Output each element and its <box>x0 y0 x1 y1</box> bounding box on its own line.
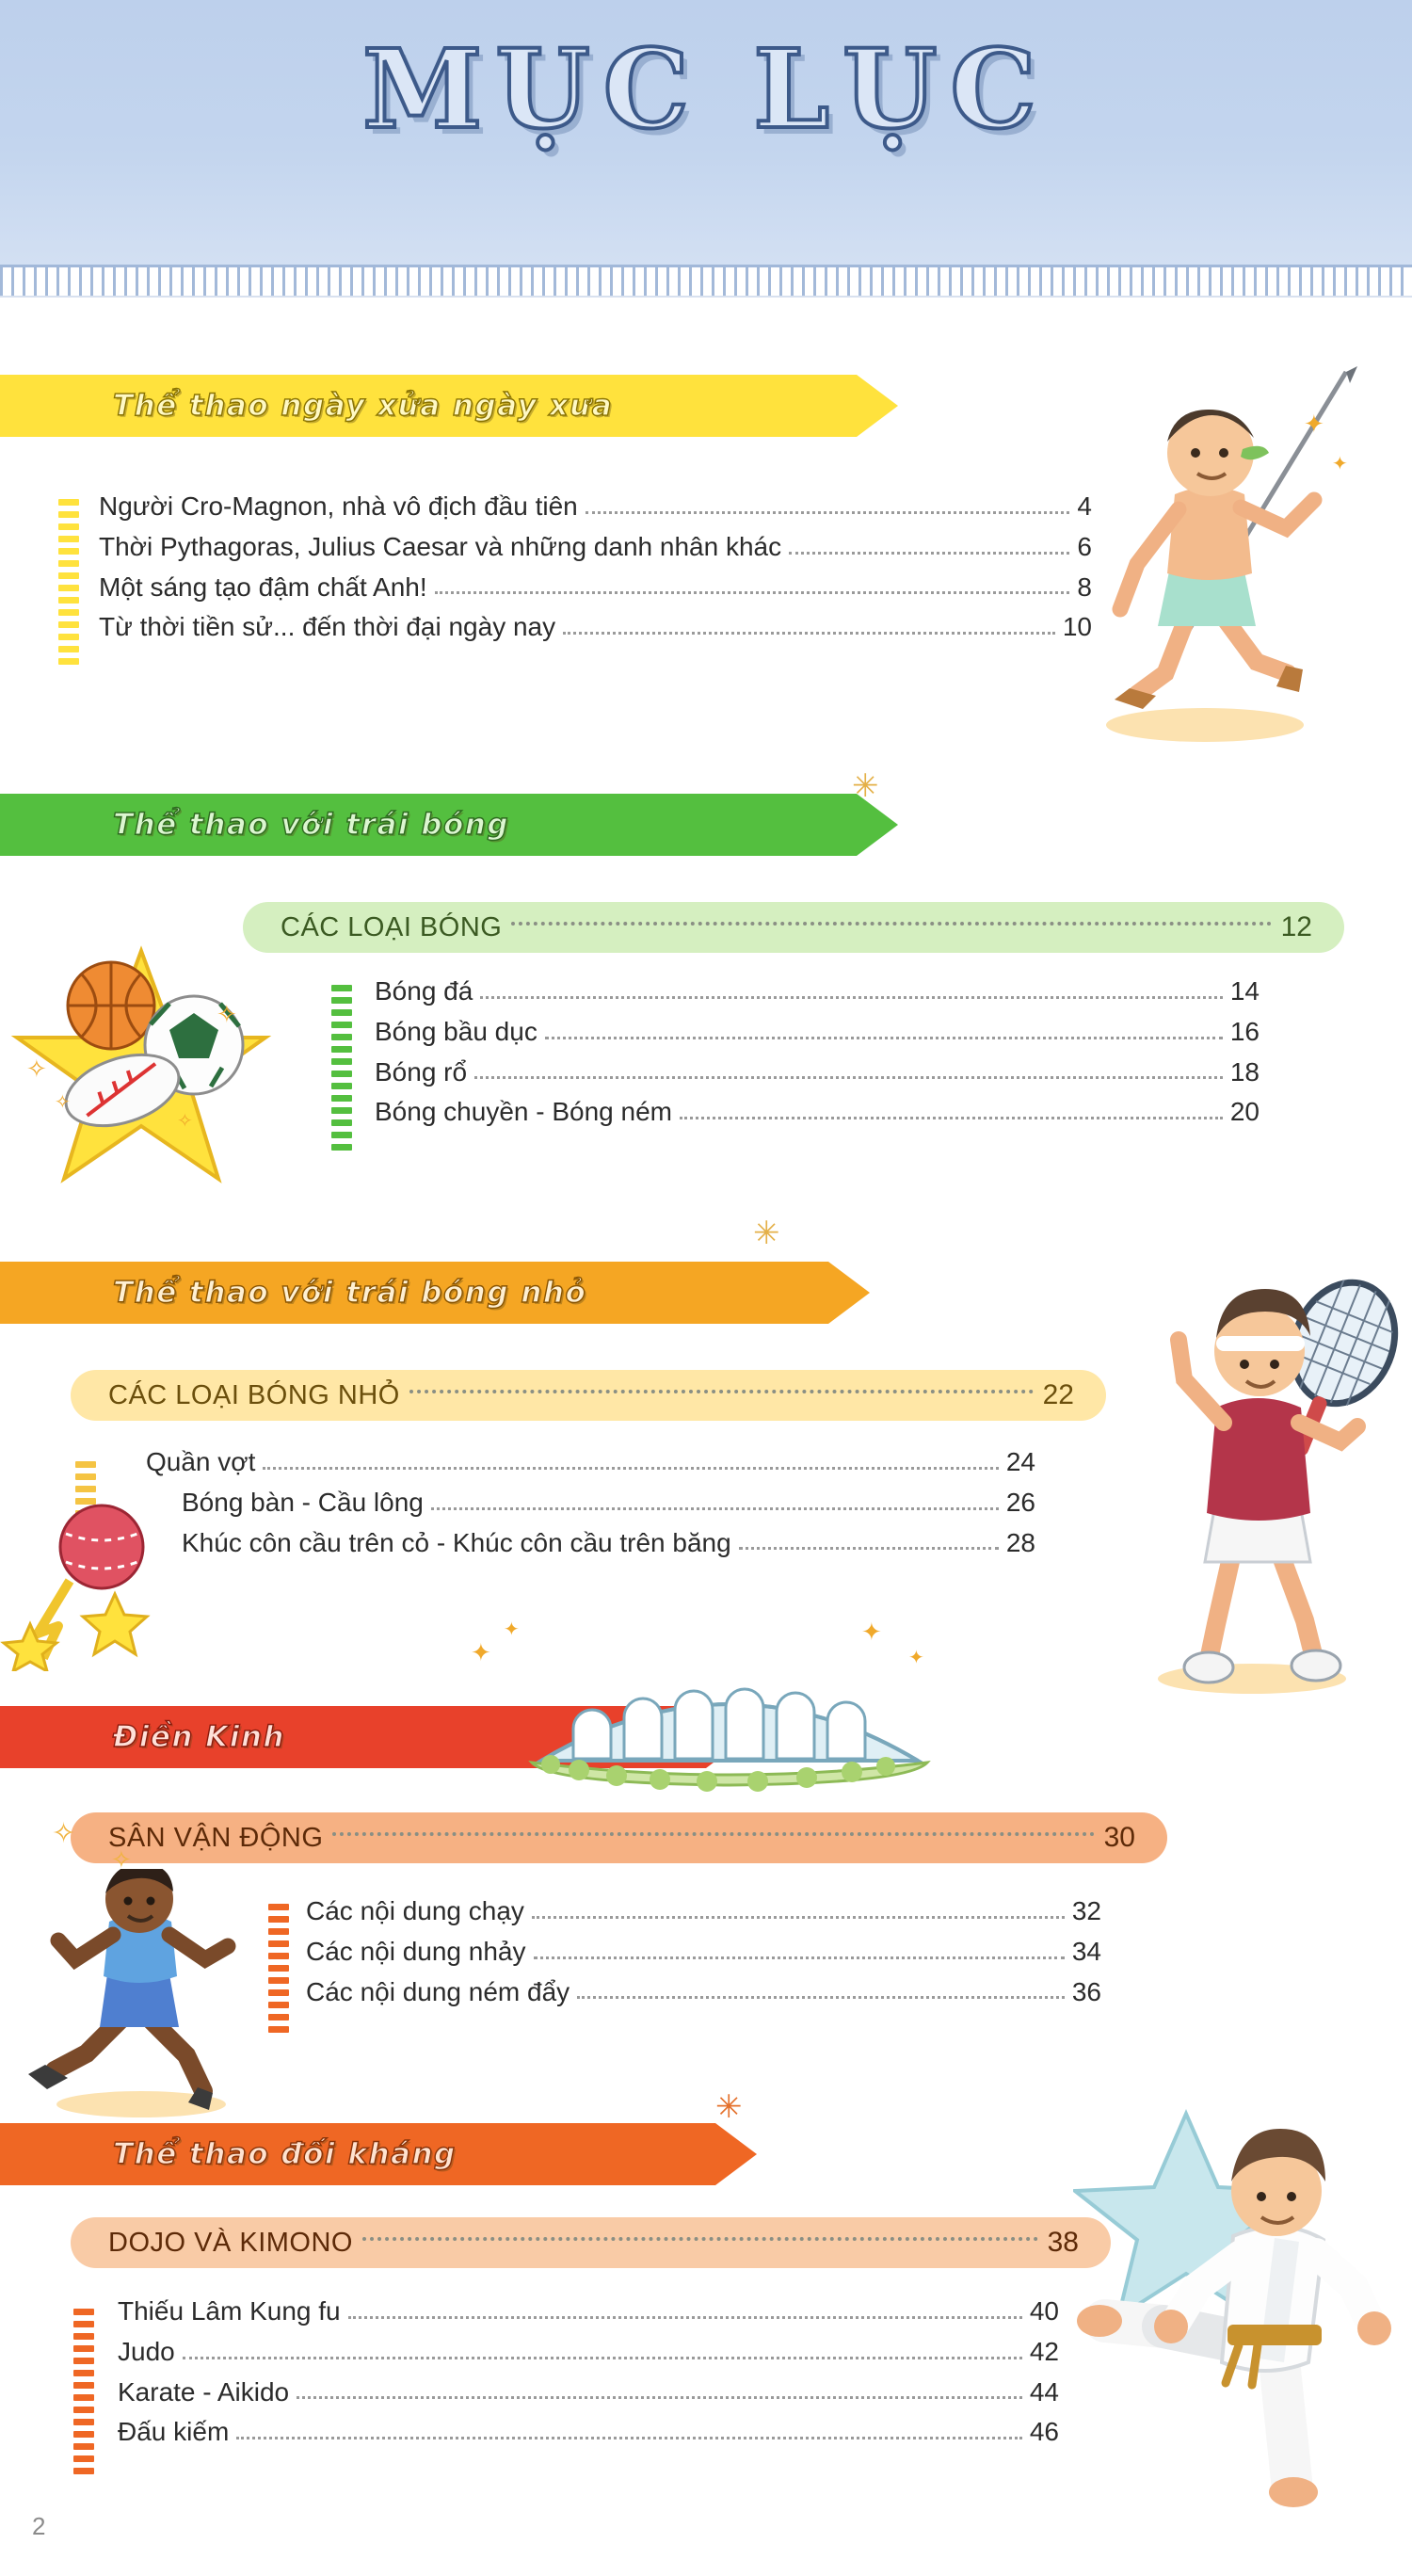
toc-entry-label: Từ thời tiền sử... đến thời đại ngày nay <box>99 612 556 642</box>
toc-entry-page: 46 <box>1029 2417 1059 2447</box>
leader-dots <box>348 2315 1022 2319</box>
toc-entry[interactable] <box>306 1938 1101 1967</box>
leader-dots <box>435 590 1070 594</box>
toc-entry[interactable] <box>118 2418 1059 2447</box>
sparkle-decoration: ✳ <box>852 768 879 804</box>
toc-entry-page: 28 <box>1005 1527 1035 1557</box>
runner-illustration <box>9 1869 273 2123</box>
section-banner-label: Thể thao với trái bóng <box>113 808 510 842</box>
toc-entries-small-ball-sports <box>146 1448 1035 1569</box>
toc-entries-combat-sports <box>118 2297 1059 2458</box>
leader-dots <box>532 1915 1065 1919</box>
toc-entry-label: Bóng rổ <box>375 1056 468 1087</box>
toc-entry-page: 32 <box>1071 1896 1101 1925</box>
toc-entry-page: 42 <box>1029 2336 1059 2366</box>
stadium-illustration: ✦ ✦ ✦ ✦ <box>475 1601 984 1798</box>
leader-dots <box>297 2395 1022 2399</box>
section-banner-label: Điền Kinh <box>113 1720 286 1754</box>
pill-label: SÂN VẬN ĐỘNG <box>108 1822 324 1853</box>
toc-entry-page: 8 <box>1077 572 1092 602</box>
section-banner-ball-sports <box>0 794 857 856</box>
toc-entry-page: 10 <box>1062 612 1092 642</box>
toc-entry[interactable] <box>182 1529 1035 1558</box>
toc-entry[interactable] <box>375 977 1260 1006</box>
toc-entry-page: 24 <box>1005 1447 1035 1476</box>
leader-dots <box>183 2356 1022 2359</box>
toc-entry-page: 6 <box>1077 531 1092 561</box>
subheading-pill-cac-loai-bong-nho[interactable] <box>71 1370 1106 1421</box>
page-header <box>0 0 1412 268</box>
toc-entry[interactable] <box>146 1448 1035 1477</box>
section-banner-sport-old-days <box>0 375 857 437</box>
page-number: 2 <box>32 2512 46 2540</box>
toc-entry-page: 26 <box>1005 1487 1035 1517</box>
pill-page: 12 <box>1280 911 1312 942</box>
toc-entry-label: Thiếu Lâm Kung fu <box>118 2296 341 2326</box>
leader-dots <box>409 1389 1034 1393</box>
toc-entries-sport-old-days <box>99 492 1092 653</box>
subheading-pill-cac-loai-bong[interactable] <box>243 902 1344 953</box>
section-banner-label: Thể thao ngày xửa ngày xưa <box>113 389 614 423</box>
leader-dots <box>545 1036 1223 1039</box>
pill-label: CÁC LOẠI BÓNG <box>281 911 503 942</box>
pill-page: 38 <box>1047 2227 1079 2258</box>
toc-entry[interactable] <box>99 613 1092 642</box>
tennis-player-illustration <box>1111 1238 1412 1709</box>
toc-entry-label: Các nội dung nhảy <box>306 1936 526 1966</box>
toc-entry[interactable] <box>375 1018 1260 1047</box>
toc-entry-page: 18 <box>1229 1056 1260 1087</box>
leader-dots <box>480 995 1223 999</box>
toc-entry[interactable] <box>375 1098 1260 1127</box>
toc-entry-label: Bóng bầu dục <box>375 1016 538 1046</box>
leader-dots <box>362 2236 1038 2241</box>
toc-entry[interactable] <box>118 2338 1059 2367</box>
toc-entry[interactable] <box>99 573 1092 603</box>
leader-dots <box>563 631 1055 635</box>
toc-entry-page: 14 <box>1229 976 1260 1006</box>
leader-dots <box>789 551 1069 555</box>
toc-entry-page: 44 <box>1029 2376 1059 2407</box>
toc-entry-page: 20 <box>1229 1097 1260 1127</box>
leader-dots <box>577 1995 1065 1999</box>
toc-entry[interactable] <box>118 2378 1059 2407</box>
leader-dots <box>534 1956 1065 1959</box>
toc-entry[interactable] <box>118 2297 1059 2326</box>
toc-entry[interactable] <box>182 1489 1035 1518</box>
balls-and-star-illustration: ✧ ✧ ✧ ✧ <box>0 932 301 1224</box>
toc-entry-page: 4 <box>1077 491 1092 521</box>
toc-entry-label: Karate - Aikido <box>118 2376 290 2407</box>
toc-entry[interactable] <box>99 492 1092 522</box>
sparkle-decoration: ✳ <box>753 1216 780 1251</box>
toc-entry[interactable] <box>375 1058 1260 1087</box>
subheading-pill-san-van-dong[interactable] <box>71 1812 1167 1863</box>
leader-dots <box>263 1466 998 1470</box>
leader-dots <box>236 2436 1022 2439</box>
javelin-thrower-illustration: ✦ ✦ <box>1064 362 1374 758</box>
sparkle-decoration: ✳ <box>715 2089 743 2125</box>
leader-dots <box>431 1506 999 1510</box>
leader-dots <box>511 921 1271 926</box>
section-banner-small-ball-sports <box>0 1262 828 1324</box>
cricket-ball-illustration <box>0 1483 188 1671</box>
karate-kid-illustration <box>1073 2085 1412 2519</box>
toc-entry[interactable] <box>306 1978 1101 2007</box>
entry-ticks-1 <box>58 499 79 670</box>
toc-entry-label: Các nội dung ném đẩy <box>306 1976 570 2006</box>
leader-dots <box>586 510 1070 514</box>
toc-entry-label: Bóng đá <box>375 976 473 1006</box>
toc-entry-label: Bóng bàn - Cầu lông <box>182 1487 424 1517</box>
toc-entries-ball-sports <box>375 977 1260 1138</box>
toc-entry-page: 34 <box>1071 1936 1101 1966</box>
toc-entry[interactable] <box>99 533 1092 562</box>
section-banner-label: Thể thao với trái bóng nhỏ <box>113 1276 587 1310</box>
section-banner-combat-sports <box>0 2123 715 2185</box>
pill-page: 22 <box>1042 1379 1074 1410</box>
sparkle-decoration: ✧ <box>52 1818 76 1849</box>
leader-dots <box>680 1116 1223 1119</box>
toc-entry-label: Quần vợt <box>146 1447 256 1476</box>
pill-label: DOJO VÀ KIMONO <box>108 2227 353 2258</box>
toc-entry-label: Khúc côn cầu trên cỏ - Khúc côn cầu trên băng <box>182 1527 731 1557</box>
toc-entry-label: Một sáng tạo đậm chất Anh! <box>99 572 427 602</box>
toc-entry-label: Bóng chuyền - Bóng ném <box>375 1097 672 1127</box>
leader-dots <box>332 1831 1094 1836</box>
page-title: MỤC LỤC <box>362 26 1050 153</box>
toc-entry-page: 36 <box>1071 1976 1101 2006</box>
toc-entry-label: Đấu kiếm <box>118 2417 230 2447</box>
entry-ticks-5 <box>73 2309 94 2480</box>
toc-entry-label: Các nội dung chạy <box>306 1896 524 1925</box>
leader-dots <box>474 1075 1223 1079</box>
entry-ticks-2 <box>331 985 352 1156</box>
toc-entries-athletics <box>306 1897 1101 2018</box>
sparkle-decoration: ✧ <box>111 1845 132 1874</box>
toc-entry[interactable] <box>306 1897 1101 1926</box>
toc-entry-label: Người Cro-Magnon, nhà vô địch đầu tiên <box>99 491 578 521</box>
toc-entry-label: Thời Pythagoras, Julius Caesar và những danh nhân khác <box>99 531 782 561</box>
pill-label: CÁC LOẠI BÓNG NHỎ <box>108 1379 400 1410</box>
section-banner-label: Thể thao đối kháng <box>113 2137 457 2171</box>
leader-dots <box>739 1546 999 1550</box>
toc-entry-page: 16 <box>1229 1016 1260 1046</box>
toc-entry-label: Judo <box>118 2336 175 2366</box>
subheading-pill-dojo-kimono[interactable] <box>71 2217 1111 2268</box>
pill-page: 30 <box>1103 1822 1135 1853</box>
toc-entry-page: 40 <box>1029 2296 1059 2326</box>
decorative-comb-divider <box>0 265 1412 298</box>
